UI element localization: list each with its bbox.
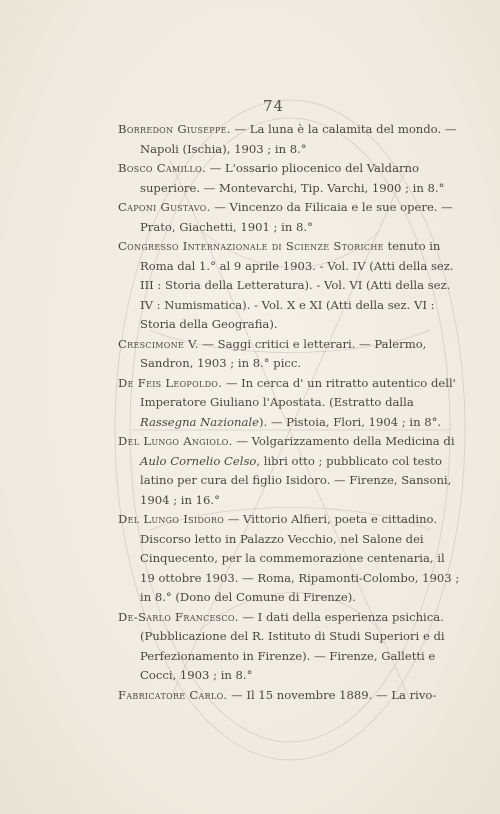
- bibliography-entry: [118, 686, 460, 706]
- entry-author: Del Lungo Isidoro: [118, 512, 225, 526]
- entry-text: — L'ossario pliocenico del Valdarno superiore. — Montevarchi, Tip. Varchi, 1900 ; in 8.°: [140, 161, 445, 195]
- entry-text: — I dati della esperienza psichica. (Pubblicazione del R. Istituto di Studi Superiori e di Perfezionamento in Firenze). — Firenze, Galletti e Cocci, 1903 ; in 8.°: [140, 609, 445, 682]
- bibliography-entry: [118, 120, 460, 159]
- entry-author: Borredon Giuseppe.: [118, 122, 231, 136]
- entry-author: Fabricatore Carlo.: [118, 687, 228, 702]
- entry-author: De-Sarlo Francesco.: [118, 609, 239, 624]
- entry-text: — In cerca d' un ritratto autentico dell' Imperatore Giuliano l'Apostata. (Estratto dalla: [140, 375, 456, 409]
- entry-italic-title: Rassegna Nazionale: [140, 414, 259, 429]
- entry-text: tenuto in Roma dal 1.° al 9 aprile 1903. - Vol. IV (Atti della sez. III : Storia della Letteratura). - Vol. VI (Atti della sez. IV : Numismatica). - Vol. X e XI (Atti della sez. VI : Storia della Geografia).: [140, 239, 454, 331]
- entry-text: — La luna è la calamita del mondo. — Napoli (Ischia), 1903 ; in 8.°: [140, 122, 457, 156]
- page-number: 74: [263, 97, 285, 115]
- bibliography-entry: [118, 335, 460, 374]
- bibliography-entry: [118, 159, 460, 198]
- entry-text: ). — Pistoia, Flori, 1904 ; in 8°.: [258, 414, 442, 429]
- entry-text: , libri otto ; pubblicato col testo latino per cura del figlio Isidoro. — Firenze, Sansoni, 1904 ; in 16.°: [140, 453, 452, 507]
- bibliography-list: [118, 120, 460, 705]
- bibliography-entry: [118, 374, 460, 433]
- bibliography-entry: [118, 432, 460, 510]
- entry-author: Del Lungo Angiolo.: [118, 434, 233, 448]
- bibliography-entry: [118, 237, 460, 335]
- bibliography-entry: [118, 608, 460, 686]
- entry-author: Bosco Camillo.: [118, 161, 206, 175]
- entry-text: — Vincenzo da Filicaia e le sue opere. — Prato, Giachetti, 1901 ; in 8.°: [140, 200, 453, 234]
- entry-text: — Il 15 novembre 1889. — La rivo-: [227, 687, 437, 702]
- entry-author: Crescimone V.: [118, 336, 199, 351]
- entry-author: Congresso Internazionale di Scienze Storiche: [118, 239, 384, 253]
- bibliography-entry: [118, 510, 460, 608]
- entry-text: — Saggi critici e letterari. — Palermo, Sandron, 1903 ; in 8.° picc.: [140, 336, 427, 370]
- entry-text: — Vittorio Alfieri, poeta e cittadino. Discorso letto in Palazzo Vecchio, nel Salone dei Cinquecento, per la commemorazione centenaria, il 19 ottobre 1903. — Roma, Ripamonti-Colombo, 1903 ; in 8.° (Dono del Comune di Firenze).: [140, 512, 460, 604]
- bibliography-entry: [118, 198, 460, 237]
- entry-italic-title: Aulo Cornelio Celso: [140, 453, 257, 468]
- entry-text: — Volgarizzamento della Medicina di: [232, 434, 455, 448]
- entry-author: De Feis Leopoldo.: [118, 375, 223, 390]
- entry-author: Caponi Gustavo.: [118, 200, 211, 214]
